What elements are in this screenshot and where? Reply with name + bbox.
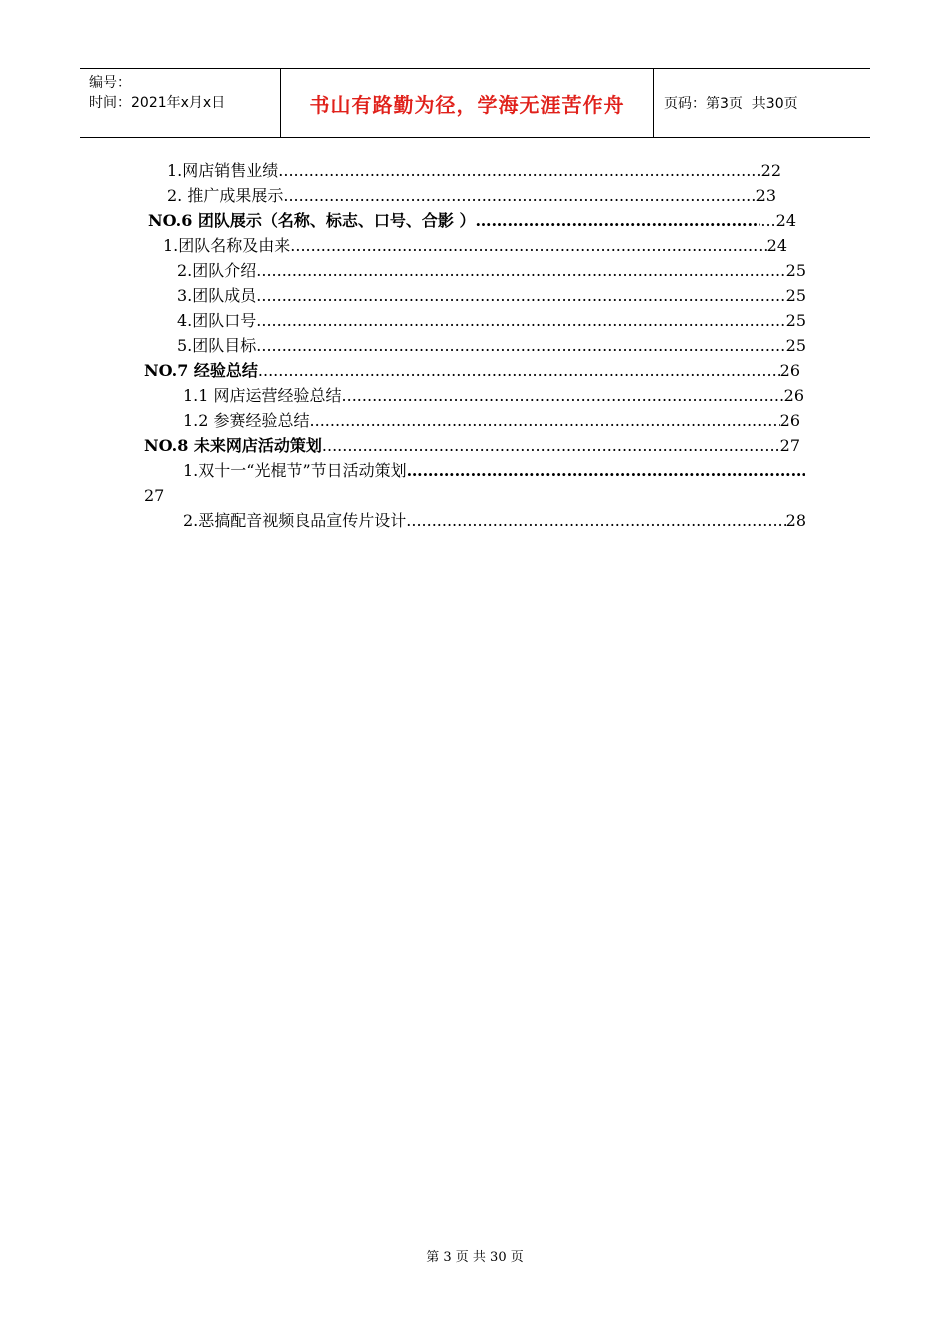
toc-leader	[407, 458, 805, 483]
toc-leader	[258, 358, 780, 383]
toc-title: 1.2 参赛经验总结	[183, 411, 310, 430]
toc-leader	[475, 208, 760, 233]
toc-page: 25	[785, 261, 806, 280]
toc-entry[interactable]	[167, 183, 776, 208]
toc-leader	[342, 383, 784, 408]
toc-page: 22	[760, 161, 781, 180]
toc-page: 25	[785, 336, 806, 355]
toc-entry[interactable]	[163, 233, 787, 258]
toc-title: 4.团队口号	[177, 311, 257, 330]
toc-title: 1.双十一“光棍节”节日活动策划	[183, 461, 407, 480]
toc-title: NO.7 经验总结	[144, 361, 258, 380]
toc-entry[interactable]	[177, 283, 806, 308]
toc-entry[interactable]	[183, 383, 804, 408]
toc-section[interactable]	[148, 208, 796, 233]
toc-leader	[256, 308, 785, 333]
toc-page: 26	[779, 361, 800, 380]
toc-entry[interactable]	[167, 158, 781, 183]
toc-page: 27	[779, 436, 800, 455]
toc-section[interactable]	[144, 358, 800, 383]
toc-title: NO.8 未来网店活动策划	[144, 436, 322, 455]
time-label: 时间：2021年x月x日	[89, 95, 226, 111]
toc-entry[interactable]	[183, 508, 806, 533]
toc-leader	[322, 433, 780, 458]
toc-entry[interactable]	[177, 258, 806, 283]
page-footer: 第 3 页 共 30 页	[426, 1250, 524, 1265]
header-motto: 书山有路勤为径，学海无涯苦作舟	[281, 69, 654, 137]
page-header	[80, 68, 870, 138]
toc-page: 23	[755, 186, 776, 205]
toc-leader	[290, 233, 766, 258]
serial-label: 编号：	[89, 75, 131, 91]
toc-page: 27	[144, 486, 165, 505]
header-page-info: 页码：第3页 共30页	[664, 96, 798, 112]
toc-title: 2.恶搞配音视频良品宣传片设计	[183, 511, 407, 530]
toc-entry[interactable]	[183, 458, 805, 483]
toc-section[interactable]	[144, 433, 800, 458]
toc-title: 5.团队目标	[177, 336, 257, 355]
toc-entry[interactable]	[177, 333, 806, 358]
toc-title: NO.6 团队展示	[148, 211, 262, 230]
toc-page: 26	[779, 411, 800, 430]
toc-title: 2.团队介绍	[177, 261, 257, 280]
toc-leader	[256, 283, 785, 308]
toc-page: 28	[785, 511, 806, 530]
toc-title: 1.团队名称及由来	[163, 236, 291, 255]
toc-title: 1.1 网店运营经验总结	[183, 386, 342, 405]
toc-leader	[310, 408, 780, 433]
toc-leader	[278, 158, 760, 183]
header-info-cell	[80, 69, 281, 137]
toc-leader	[256, 333, 785, 358]
toc-page: 25	[785, 311, 806, 330]
toc-page: 25	[785, 286, 806, 305]
toc-leader	[406, 508, 785, 533]
toc-title: 3.团队成员	[177, 286, 257, 305]
toc-title: 1.网店销售业绩	[167, 161, 279, 180]
toc-page: 26	[783, 386, 804, 405]
toc-title: 2. 推广成果展示	[167, 186, 284, 205]
toc-entry[interactable]	[183, 408, 800, 433]
toc-page: 24	[766, 236, 787, 255]
toc-title-extra: （名称、标志、口号、合影 ）	[261, 211, 476, 230]
toc-page: ...24	[760, 211, 796, 230]
toc-entry[interactable]	[177, 308, 806, 333]
toc-leader	[283, 183, 755, 208]
toc-leader	[256, 258, 785, 283]
